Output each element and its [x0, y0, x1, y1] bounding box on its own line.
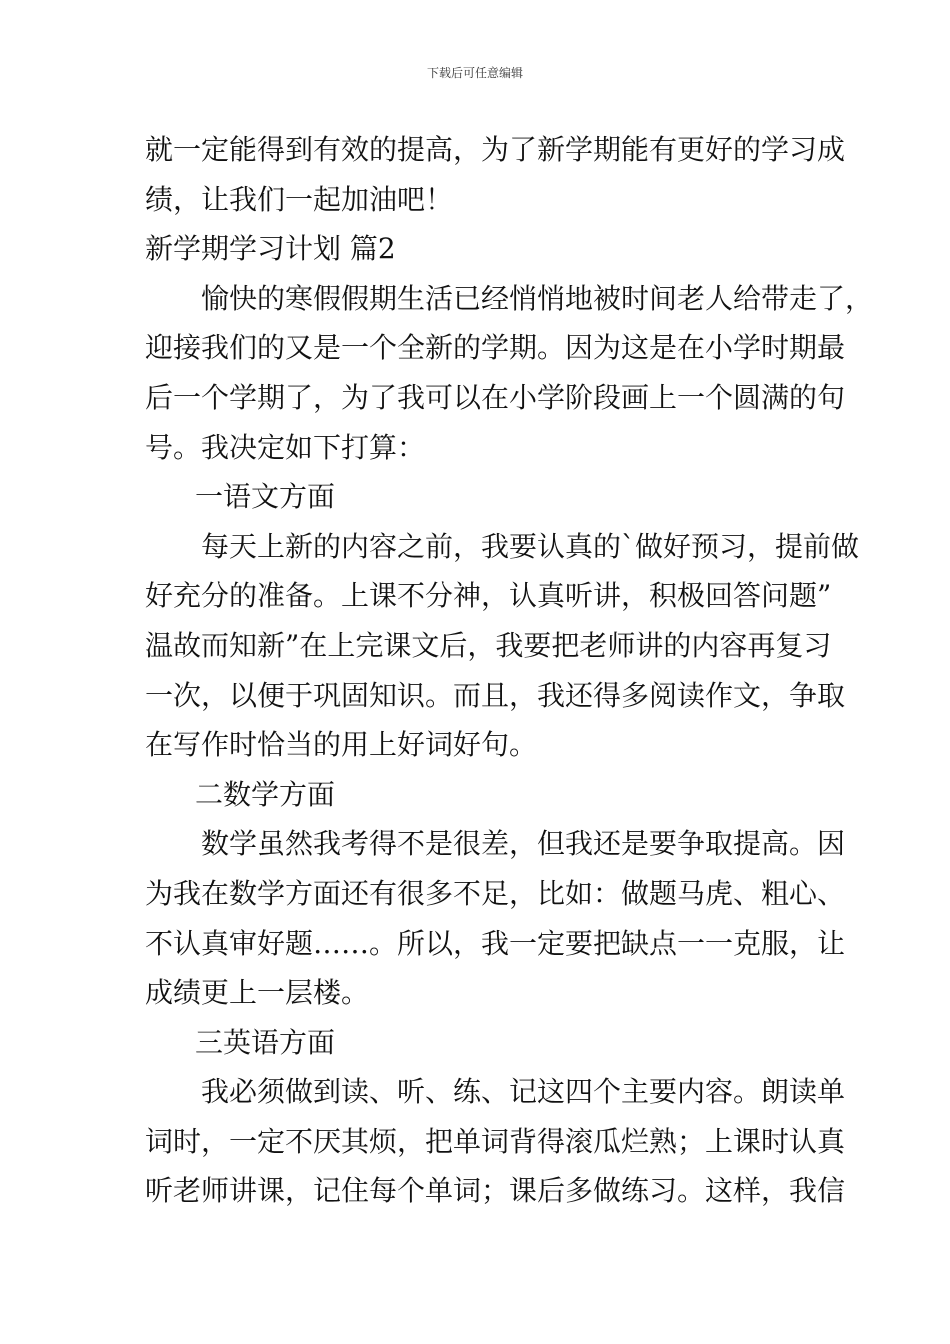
paragraph-line: 愉快的寒假假期生活已经悄悄地被时间老人给带走了， [201, 281, 874, 315]
paragraph-line: 为我在数学方面还有很多不足，比如：做题马虎、粗心、 [145, 876, 846, 910]
section-title: 新学期学习计划 篇2 [145, 232, 396, 266]
paragraph-line: 绩，让我们一起加油吧！ [145, 182, 454, 216]
paragraph-line: 不认真审好题……。所以，我一定要把缺点一一克服，让 [145, 926, 846, 960]
paragraph-line: 迎接我们的又是一个全新的学期。因为这是在小学时期最 [145, 331, 846, 365]
paragraph-line: 好充分的准备。上课不分神，认真听讲，积极回答问题” [145, 579, 832, 613]
subheading-chinese: 一语文方面 [195, 480, 336, 514]
document-body [145, 125, 874, 1216]
paragraph-line: 词时，一定不厌其烦，把单词背得滚瓜烂熟；上课时认真 [145, 1124, 846, 1158]
paragraph-line: 就一定能得到有效的提高，为了新学期能有更好的学习成 [145, 133, 846, 166]
paragraph-line: 听老师讲课，记住每个单词；课后多做练习。这样，我信 [145, 1174, 846, 1208]
paragraph-line: 一次，以便于巩固知识。而且，我还得多阅读作文，争取 [145, 678, 846, 712]
paragraph-line: 我必须做到读、听、练、记这四个主要内容。朗读单 [201, 1075, 846, 1109]
paragraph-line: 在写作时恰当的用上好词好句。 [145, 728, 538, 762]
paragraph-line: 号。我决定如下打算： [145, 430, 426, 464]
paragraph-line: 温故而知新”在上完课文后，我要把老师讲的内容再复习 [145, 628, 832, 662]
page-header-note: 下载后可任意编辑 [426, 66, 523, 80]
subheading-english: 三英语方面 [195, 1025, 336, 1059]
paragraph-line: 成绩更上一层楼。 [145, 976, 370, 1010]
paragraph-line: 数学虽然我考得不是很差，但我还是要争取提高。因 [201, 827, 846, 861]
paragraph-line: 后一个学期了，为了我可以在小学阶段画上一个圆满的句 [145, 380, 846, 414]
subheading-math: 二数学方面 [195, 777, 336, 811]
paragraph-line: 每天上新的内容之前，我要认真的`做好预习，提前做 [201, 529, 860, 563]
